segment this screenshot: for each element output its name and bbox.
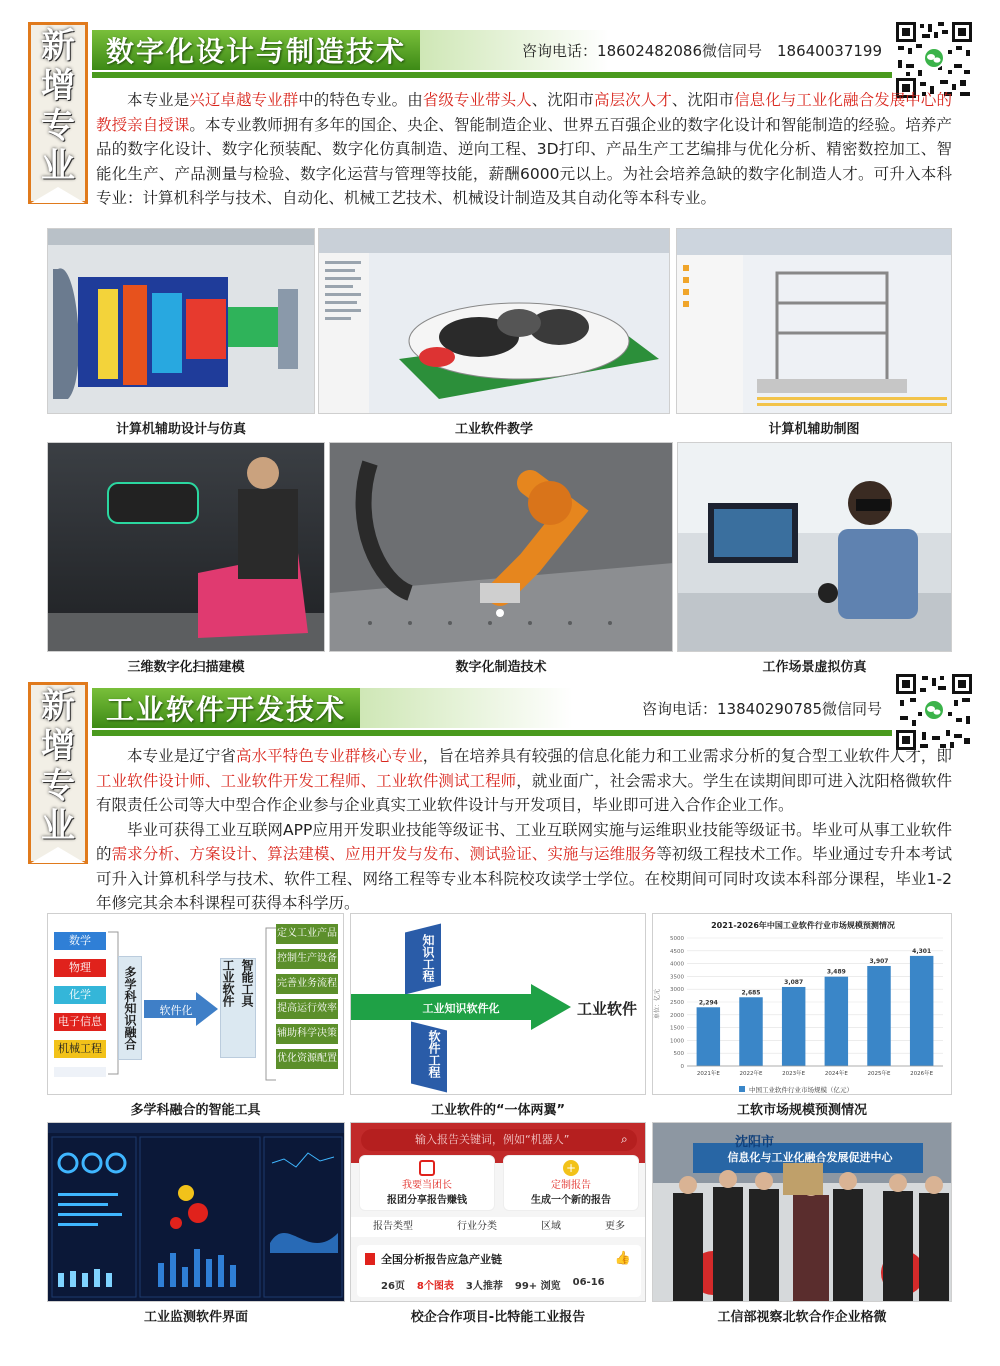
caption-cad-simulation: 计算机辅助设计与仿真 <box>115 422 246 437</box>
qr-code-2[interactable] <box>892 670 976 754</box>
divider-2 <box>92 730 892 736</box>
photo-monitoring-ui <box>47 1122 345 1302</box>
output-item: 控制生产设备 <box>276 949 338 969</box>
share-icon <box>419 1160 435 1176</box>
new-major-tag-2 <box>28 682 88 864</box>
bar <box>739 997 762 1066</box>
diagram-one-body-two-wings <box>350 913 646 1095</box>
tool-label: 工业软件 <box>221 959 235 1007</box>
bar-value-label: 2,294 <box>698 999 718 1007</box>
tag-char: 新 <box>41 686 75 726</box>
x-tick-label: 2021年E <box>696 1071 720 1077</box>
subject-item: 数学 <box>54 932 106 950</box>
x-tick-label: 2024年E <box>824 1071 848 1077</box>
wing-bottom-label: 软件工程 <box>427 1030 441 1078</box>
center-label: 工业知识软件化 <box>422 1002 500 1015</box>
app-filter-row <box>351 1217 646 1237</box>
caption-diagram-1: 多学科融合的智能工具 <box>130 1103 261 1118</box>
x-tick-label: 2023年E <box>782 1071 806 1077</box>
fusion-box: 多学科知识融合 <box>118 956 142 1060</box>
bar <box>825 977 848 1066</box>
card2-top: 定制报告 <box>551 1180 591 1191</box>
search-icon[interactable]: ⌕ <box>621 1132 628 1146</box>
stat-recommend: 3人推荐 <box>465 1281 503 1292</box>
photo-inspection-visit <box>652 1122 952 1302</box>
software-arrow-label: 软件化 <box>159 1004 193 1017</box>
y-tick-label: 2000 <box>670 1012 684 1019</box>
subject-item: 物理 <box>54 959 106 977</box>
tag-char: 新 <box>41 26 75 66</box>
tag-char: 业 <box>41 146 75 186</box>
diagram-multidiscipline <box>47 913 344 1095</box>
stat-date: 06-16 <box>572 1277 605 1288</box>
app-report-item[interactable] <box>357 1245 641 1297</box>
chart-legend <box>739 1085 853 1094</box>
y-tick-label: 4000 <box>670 961 684 968</box>
photo-cad-simulation <box>47 228 315 414</box>
output-item: 辅助科学决策 <box>276 1024 338 1044</box>
output-item: 优化资源配置 <box>276 1049 338 1069</box>
tag-char: 增 <box>41 66 75 106</box>
card1-bottom: 报团分享报告赚钱 <box>387 1195 467 1206</box>
x-tick-label: 2022年E <box>739 1071 763 1077</box>
caption-app-report: 校企合作项目-比特能工业报告 <box>410 1310 586 1325</box>
bar <box>697 1007 720 1066</box>
photo-software-teaching <box>318 228 670 414</box>
bar-value-label: 2,685 <box>741 989 761 997</box>
photo-virtual-simulation <box>677 442 952 652</box>
caption-cad-drawing: 计算机辅助制图 <box>768 422 860 437</box>
filter-more[interactable]: 更多 <box>605 1221 625 1232</box>
intro-paragraph-1: 本专业是兴辽卓越专业群中的特色专业。由省级专业带头人、沈阳市高层次人才、沈阳市信息化与工业化融合发展中心的教授亲自授课。本专业教师拥有多年的国企、央企、智能制造企业、世界五百强企业的数字化设计和智能制造的经验。培养产品的数字化设计、数字化预装配、数字化仿真制造、逆向工程、3D打印、产品生产工艺编排与优化分析、精密数控加工、智能化生产、产品测量与检验、数字化运营与管理等技能，薪酬6000元以上。为社会培养急缺的数字化制造人才。可升入本科专业：计算机科学与技术、自动化、机械工艺技术、机械设计制造及其自动化等本科专业。 <box>96 91 952 207</box>
bar-value-label: 3,907 <box>869 957 889 965</box>
tag-char: 专 <box>41 106 75 146</box>
report-title: 全国分析报告应急产业链 <box>381 1253 502 1266</box>
output-item: 提高运行效率 <box>276 999 338 1019</box>
legend-swatch <box>739 1086 745 1092</box>
section-title-2: 工业软件开发技术 <box>92 688 360 728</box>
subject-item: 电子信息 <box>54 1013 106 1031</box>
output-item: 定义工业产品 <box>276 924 338 944</box>
stat-charts: 8个图表 <box>416 1281 454 1292</box>
bar <box>910 956 933 1066</box>
tag-char: 专 <box>41 766 75 806</box>
y-tick-label: 0 <box>680 1064 684 1070</box>
industrial-software-box <box>220 958 256 1058</box>
subject-item: 化学 <box>54 986 106 1004</box>
subject-item: 机械工程 <box>54 1040 106 1058</box>
wing-top-label: 知识工程 <box>421 934 435 982</box>
divider-1 <box>92 72 892 78</box>
like-icon[interactable]: 👍 <box>614 1251 631 1266</box>
chart-ylabel: 单位：亿元 <box>654 988 661 1020</box>
filter-industry[interactable]: 行业分类 <box>457 1221 497 1232</box>
sign-city: 沈阳市 <box>735 1135 775 1150</box>
y-tick-label: 1500 <box>670 1025 684 1032</box>
y-tick-label: 1000 <box>670 1038 684 1045</box>
tag-char: 增 <box>41 726 75 766</box>
app-card-custom-report[interactable] <box>503 1155 639 1211</box>
y-tick-label: 500 <box>673 1051 684 1058</box>
intro-paragraph-2: 本专业是辽宁省高水平特色专业群核心专业，旨在培养具有较强的信息化能力和工业需求分析的复合型工业软件人才，即工业软件设计师、工业软件开发工程师、工业软件测试工程师，就业面广，社会需求大。学生在读期间即可进入沈阳格微软件有限责任公司等大中型合作企业参与企业真实工业软件设计与开发项目，毕业即可进入合作企业工作。 毕业可获得工业互联网APP应用开发职业技能等级证书、工业互联网实施与运维职业技能等级证书。毕业可从事工业软件的需求分析、方案设计、算法建模、应用开发与发布、测试验证、实施与运维服务等初级工程技术工作。毕业通过专升本考试可升入计算机科学与技术、软件工程、网络工程等专业本科院校攻读学士学位。在校期间可同时攻读本科部分课程，毕业1-2年修完其余本科课程可获得本科学历。 <box>96 747 952 912</box>
bar-value-label: 3,489 <box>826 968 846 976</box>
search-input[interactable]: 输入报告关键词，例如“机器人” <box>361 1129 637 1151</box>
bar-value-label: 4,301 <box>912 947 932 955</box>
sign-banner: 信息化与工业化融合发展促进中心 <box>727 1151 893 1164</box>
caption-digital-manufacturing: 数字化制造技术 <box>455 660 547 675</box>
y-tick-label: 5000 <box>670 936 684 942</box>
card1-top: 我要当团长 <box>402 1180 452 1191</box>
contact-phone-1: 咨询电话：18602482086微信同号 18640037199 <box>420 30 892 70</box>
report-stats <box>381 1277 605 1292</box>
new-major-tag-1 <box>28 22 88 204</box>
caption-monitoring-ui: 工业监测软件界面 <box>143 1310 248 1325</box>
card2-bottom: 生成一个新的报告 <box>531 1195 611 1206</box>
caption-inspection-visit: 工信部视察北软合作企业格微 <box>717 1310 887 1325</box>
output-item: 完善业务流程 <box>276 974 338 994</box>
stat-pages: 26页 <box>381 1281 405 1292</box>
photo-digital-manufacturing <box>329 442 673 652</box>
tool-label-2: 智能工具 <box>240 959 254 1007</box>
caption-software-teaching: 工业软件教学 <box>454 422 533 437</box>
y-tick-label: 2500 <box>670 1000 684 1006</box>
x-tick-label: 2026年E <box>910 1071 934 1077</box>
section-title-1: 数字化设计与制造技术 <box>92 30 420 70</box>
app-report-screenshot <box>350 1122 646 1302</box>
result-label: 工业软件 <box>577 1000 638 1018</box>
photo-cad-drawing <box>676 228 952 414</box>
subject-list <box>54 932 106 1077</box>
caption-chart: 工软市场规模预测情况 <box>736 1103 867 1118</box>
bar-value-label: 3,087 <box>784 978 804 986</box>
bar <box>782 987 805 1066</box>
market-size-chart <box>652 913 952 1095</box>
app-card-group-leader[interactable] <box>359 1155 495 1211</box>
caption-3d-scanning: 三维数字化扫描建模 <box>127 660 245 675</box>
filter-report-type[interactable]: 报告类型 <box>373 1221 413 1232</box>
output-list <box>276 924 338 1074</box>
tag-char: 业 <box>41 806 75 846</box>
photo-3d-scanning <box>47 442 325 652</box>
y-tick-label: 3000 <box>670 987 684 994</box>
contact-phone-2: 咨询电话：13840290785微信同号 <box>360 688 892 728</box>
section-header-1 <box>92 30 892 70</box>
bar <box>867 966 890 1066</box>
stat-views: 99+ 浏览 <box>514 1281 561 1292</box>
section-header-2 <box>92 688 892 728</box>
legend-label: 中国工业软件行业市场规模（亿元） <box>749 1086 853 1094</box>
report-icon <box>365 1253 375 1265</box>
chart-title: 2021-2026年中国工业软件行业市场规模预测情况 <box>711 921 895 930</box>
y-tick-label: 4500 <box>670 948 684 955</box>
plus-icon: + <box>563 1160 579 1176</box>
caption-virtual-simulation: 工作场景虚拟仿真 <box>762 660 867 675</box>
caption-diagram-2: 工业软件的“一体两翼” <box>430 1103 566 1118</box>
filter-region[interactable]: 区域 <box>541 1221 561 1232</box>
y-tick-label: 3500 <box>670 974 684 981</box>
x-tick-label: 2025年E <box>867 1071 891 1077</box>
bar-chart <box>653 914 952 1095</box>
